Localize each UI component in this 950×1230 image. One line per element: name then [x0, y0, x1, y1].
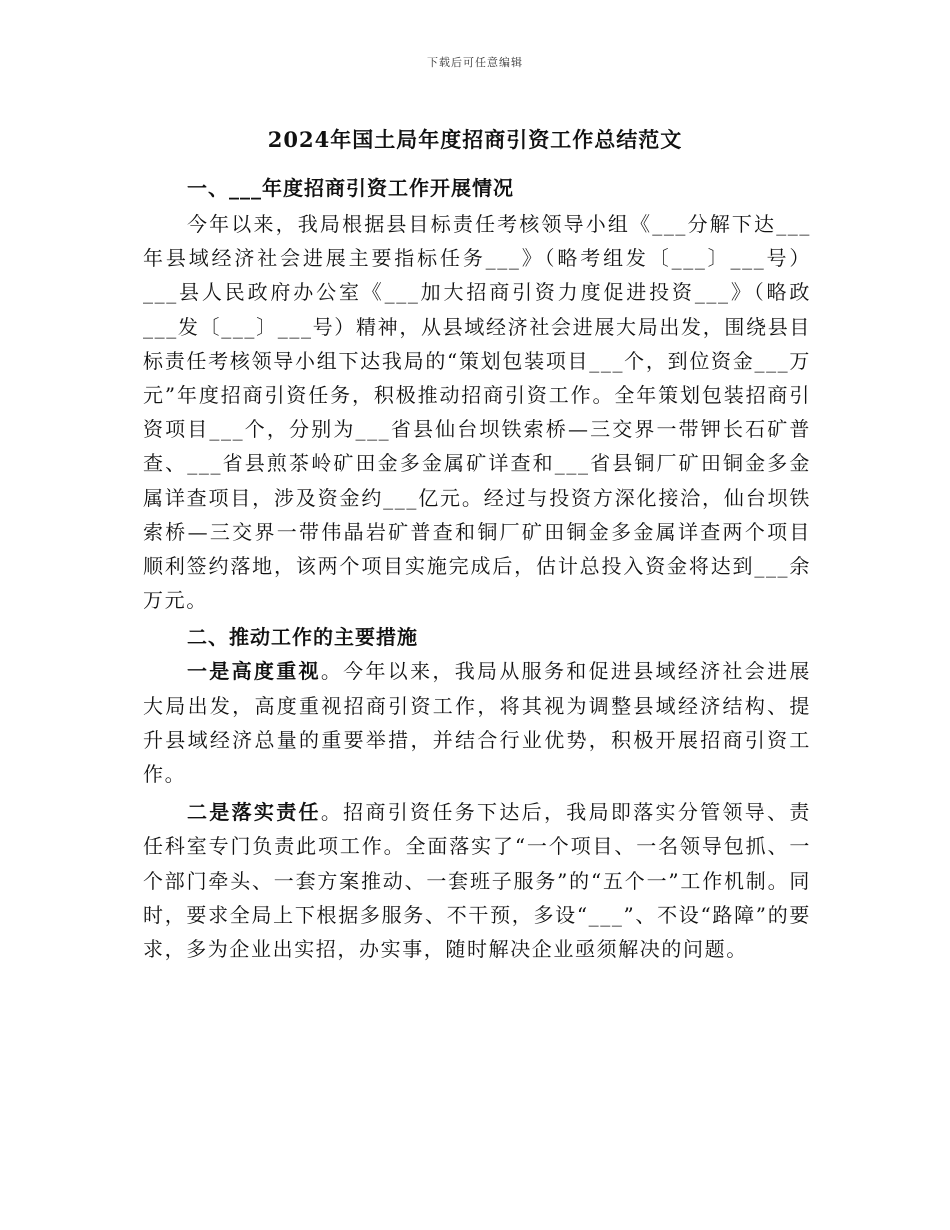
- measure-item-1-text: 。今年以来，我局从服务和促进县域经济社会进展大局出发，高度重视招商引资工作，将其视为调整县域经济结构、提升县域经济总量的重要举措，并结合行业优势，积极开展招商引资工作。: [143, 659, 811, 787]
- section1-paragraph: 今年以来，我局根据县目标责任考核领导小组《___分解下达___年县域经济社会进展主要指标任务___》（略考组发〔___〕___号）___县人民政府办公室《___加大招商引资力度促进投资___》（略政___发〔___〕___号）精神，从县域经济社会进展大局出发，围绕县目标责任考核领导小组下达我局的“策划包装项目___个，到位资金___万元”年度招商引资任务，积极推动招商引资工作。全年策划包装招商引资项目___个，分别为___省县仙台坝铁索桥—三交界一带钾长石矿普查、___省县煎茶岭矿田金多金属矿详查和___省县铜厂矿田铜金多金属详查项目，涉及资金约___亿元。经过与投资方深化接洽，仙台坝铁索桥—三交界一带伟晶岩矿普查和铜厂矿田铜金多金属详查两个项目顺利签约落地，该两个项目实施完成后，估计总投入资金将达到___余万元。: [143, 212, 811, 613]
- document-title: 2024年国土局年度招商引资工作总结范文: [267, 127, 683, 152]
- section2-heading: 二、推动工作的主要措施: [187, 625, 418, 650]
- measure-item-2-lead: 二是落实责任: [187, 800, 321, 825]
- measure-item-1-lead: 一是高度重视: [187, 659, 321, 684]
- measure-item-2: [143, 795, 811, 966]
- measure-item-2-text: 。招商引资任务下达后，我局即落实分管领导、责任科室专门负责此项工作。全面落实了“一个项目、一名领导包抓、一个部门牵头、一套方案推动、一套班子服务”的“五个一”工作机制。同时，要求全局上下根据多服务、不干预，多设“___”、不设“路障”的要求，多为企业出实招，办实事，随时解决企业亟须解决的问题。: [143, 800, 811, 962]
- measure-item-1: [143, 654, 811, 791]
- header-note: 下载后可任意编辑: [427, 56, 523, 69]
- section1-heading: 一、___年度招商引资工作开展情况: [187, 176, 514, 200]
- document-body: [143, 172, 811, 966]
